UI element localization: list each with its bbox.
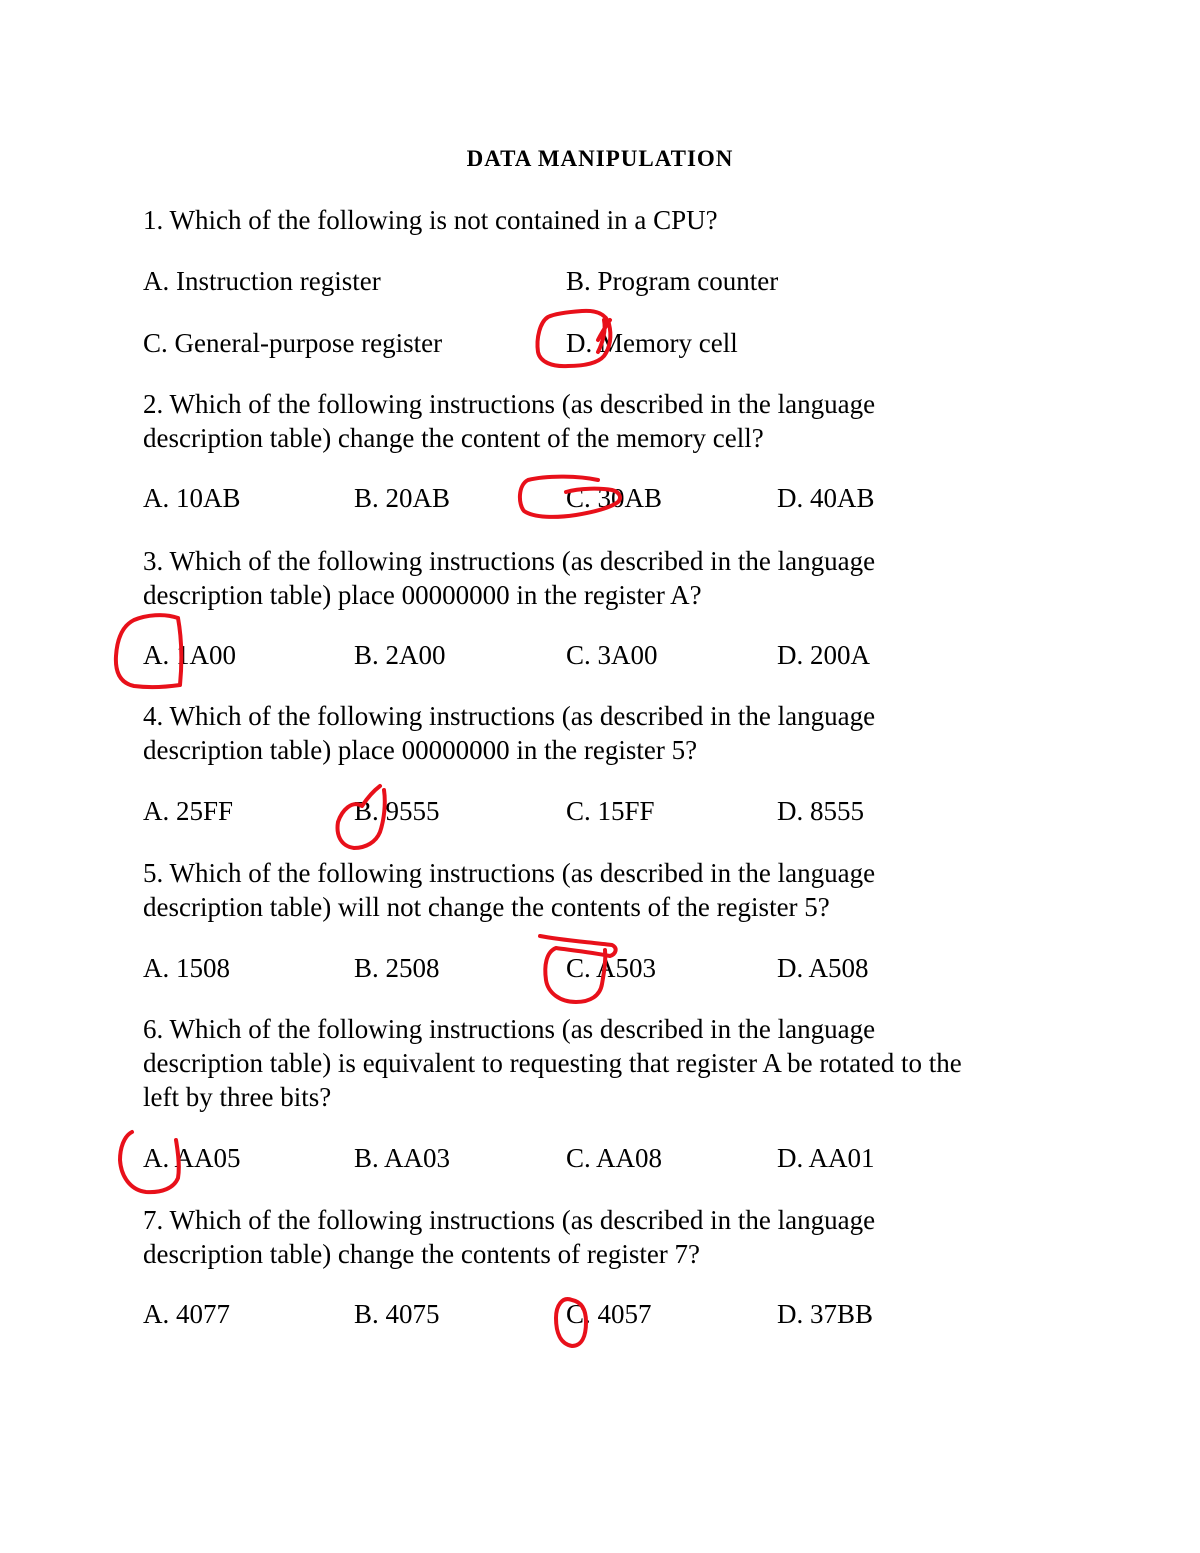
question-6-option-c: C. AA08 bbox=[566, 1143, 663, 1173]
question-4-text-line-2: description table) place 00000000 in the register 5? bbox=[143, 735, 698, 765]
question-7-text-line-1: 7. Which of the following instructions (as described in the language bbox=[143, 1205, 876, 1235]
question-5-text-line-1: 5. Which of the following instructions (as described in the language bbox=[143, 858, 876, 888]
question-2-option-d: D. 40AB bbox=[777, 483, 875, 513]
question-3-option-a: A. 1A00 bbox=[143, 640, 236, 670]
question-2-option-b: B. 20AB bbox=[354, 483, 451, 513]
question-3-text-line-1: 3. Which of the following instructions (as described in the language bbox=[143, 546, 876, 576]
question-2-text-line-1: 2. Which of the following instructions (as described in the language bbox=[143, 389, 876, 419]
question-2-text-line-2: description table) change the content of the memory cell? bbox=[143, 423, 764, 453]
question-1-option-b: B. Program counter bbox=[566, 266, 779, 296]
question-6-text-line-3: left by three bits? bbox=[143, 1082, 332, 1112]
question-5-option-d: D. A508 bbox=[777, 953, 869, 983]
question-6-option-d: D. AA01 bbox=[777, 1143, 875, 1173]
question-3-option-d: D. 200A bbox=[777, 640, 870, 670]
question-4-option-c: C. 15FF bbox=[566, 796, 655, 826]
question-1-option-c: C. General-purpose register bbox=[143, 328, 443, 358]
question-6-text-line-1: 6. Which of the following instructions (as described in the language bbox=[143, 1014, 876, 1044]
question-5-text-line-2: description table) will not change the contents of the register 5? bbox=[143, 892, 830, 922]
question-7-text-line-2: description table) change the contents of register 7? bbox=[143, 1239, 701, 1269]
question-5-option-c: C. A503 bbox=[566, 953, 657, 983]
question-4-option-a: A. 25FF bbox=[143, 796, 234, 826]
question-7-option-a: A. 4077 bbox=[143, 1299, 230, 1329]
question-2-option-a: A. 10AB bbox=[143, 483, 241, 513]
question-6-option-b: B. AA03 bbox=[354, 1143, 451, 1173]
question-4-text-line-1: 4. Which of the following instructions (as described in the language bbox=[143, 701, 876, 731]
question-7-option-b: B. 4075 bbox=[354, 1299, 440, 1329]
question-4-option-b: B. 9555 bbox=[354, 796, 440, 826]
question-7-option-d: D. 37BB bbox=[777, 1299, 874, 1329]
question-3-option-b: B. 2A00 bbox=[354, 640, 446, 670]
question-2-option-c: C. 30AB bbox=[566, 483, 663, 513]
question-5-option-a: A. 1508 bbox=[143, 953, 230, 983]
question-1-option-d: D. Memory cell bbox=[566, 328, 738, 358]
question-7-option-c: C. 4057 bbox=[566, 1299, 652, 1329]
document-title: DATA MANIPULATION bbox=[466, 146, 734, 171]
question-3-option-c: C. 3A00 bbox=[566, 640, 658, 670]
question-1-option-a: A. Instruction register bbox=[143, 266, 381, 296]
question-1-text: 1. Which of the following is not contained in a CPU? bbox=[143, 205, 718, 235]
question-6-text-line-2: description table) is equivalent to requesting that register A be rotated to the bbox=[143, 1048, 962, 1078]
question-3-text-line-2: description table) place 00000000 in the register A? bbox=[143, 580, 702, 610]
question-5-option-b: B. 2508 bbox=[354, 953, 440, 983]
question-4-option-d: D. 8555 bbox=[777, 796, 864, 826]
question-6-option-a: A. AA05 bbox=[143, 1143, 241, 1173]
